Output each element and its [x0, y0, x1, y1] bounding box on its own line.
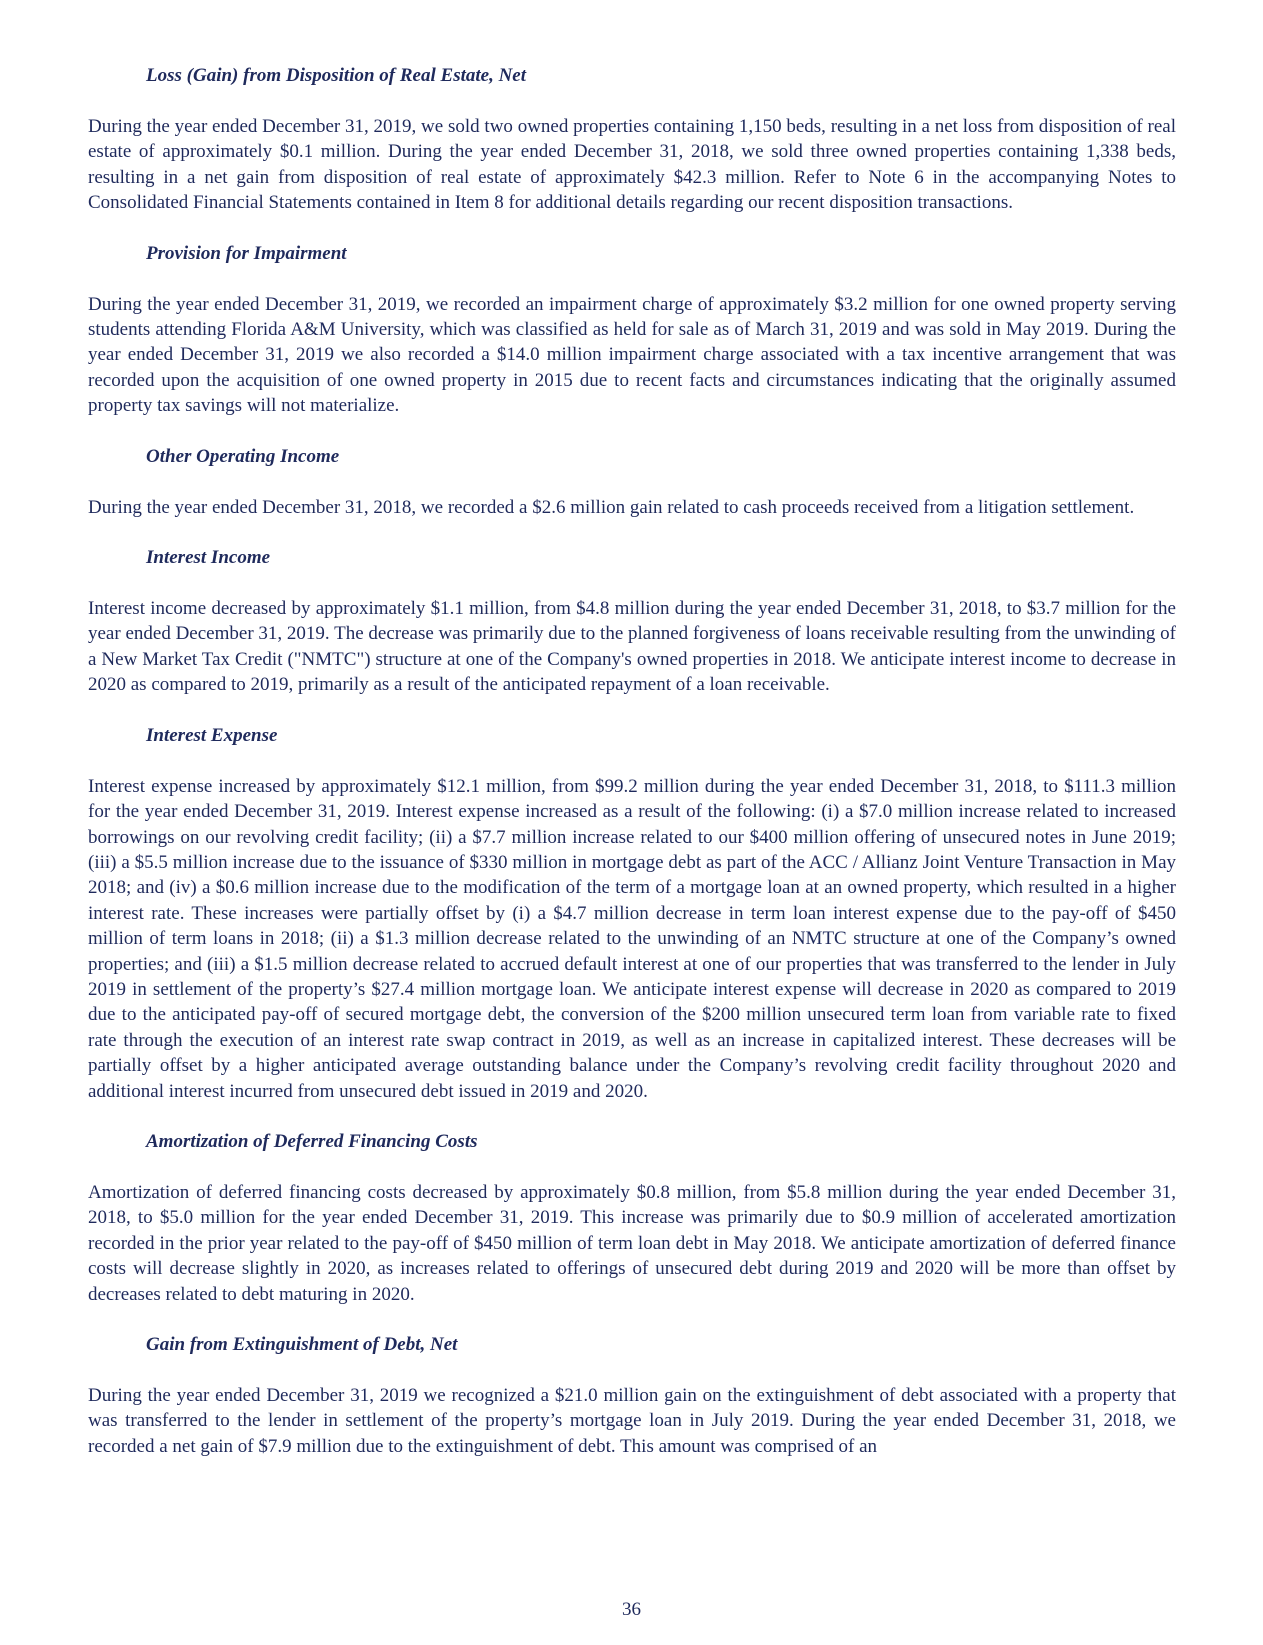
- section-body-interest-expense: Interest expense increased by approximately $12.1 million, from $99.2 million during the year ended December 31, 2018, to $111.3 million for the year ended December 31, 2019. Interest expense increased as a result of the following: (i) a $7.0 million increase related to increased borrowings on our revolving credit facility; (ii) a $7.7 million increase related to our $400 million offering of unsecured notes in June 2019; (iii) a $5.5 million increase due to the issuance of $330 million in mortgage debt as part of the ACC / Allianz Joint Venture Transaction in May 2018; and (iv) a $0.6 million increase due to the modification of the term of a mortgage loan at an owned property, which resulted in a higher interest rate. These increases were partially offset by (i) a $4.7 million decrease in term loan interest expense due to the pay-off of $450 million of term loans in 2018; (ii) a $1.3 million decrease related to the unwinding of an NMTC structure at one of the Company’s owned properties; and (iii) a $1.5 million decrease related to accrued default interest at one of our properties that was transferred to the lender in July 2019 in settlement of the property’s $27.4 million mortgage loan. We anticipate interest expense will decrease in 2020 as compared to 2019 due to the anticipated pay-off of secured mortgage debt, the conversion of the $200 million unsecured term loan from variable rate to fixed rate through the execution of an interest rate swap contract in 2019, as well as an increase in capitalized interest. These decreases will be partially offset by a higher anticipated average outstanding balance under the Company’s revolving credit facility throughout 2020 and additional interest incurred from unsecured debt issued in 2019 and 2020.: [88, 775, 1176, 1102]
- section-heading-extinguishment: Gain from Extinguishment of Debt, Net: [146, 1334, 458, 1355]
- section-heading-amortization: Amortization of Deferred Financing Costs: [146, 1130, 478, 1152]
- document-page: [88, 64, 1176, 1485]
- section-heading-impairment: Provision for Impairment: [146, 242, 347, 264]
- section-heading-interest-income: Interest Income: [146, 547, 271, 569]
- section-body-amortization: Amortization of deferred financing costs decreased by approximately $0.8 million, from $5.8 million during the year ended December 31, 2018, to $5.0 million for the year ended December 31, 2019. This increase was primarily due to $0.9 million of accelerated amortization recorded in the prior year related to the pay-off of $450 million of term loan debt in May 2018. We anticipate amortization of deferred finance costs will decrease slightly in 2020, as increases related to offerings of unsecured debt during 2019 and 2020 will be more than offset by decreases related to debt maturing in 2020.: [88, 1181, 1176, 1305]
- section-heading-other-operating-income: Other Operating Income: [146, 445, 340, 467]
- page-number: 36: [622, 1599, 641, 1620]
- section-body-impairment: During the year ended December 31, 2019, we recorded an impairment charge of approximately $3.2 million for one owned property serving students attending Florida A&M University, which was classified as held for sale as of March 31, 2019 and was sold in May 2019. During the year ended December 31, 2019 we also recorded a $14.0 million impairment charge associated with a tax incentive arrangement that was recorded upon the acquisition of one owned property in 2015 due to recent facts and circumstances indicating that the originally assumed property tax savings will not materialize.: [88, 293, 1176, 417]
- section-body-disposition: During the year ended December 31, 2019, we sold two owned properties containing 1,150 beds, resulting in a net loss from disposition of real estate of approximately $0.1 million. During the year ended December 31, 2018, we sold three owned properties containing 1,338 beds, resulting in a net gain from disposition of real estate of approximately $42.3 million. Refer to Note 6 in the accompanying Notes to Consolidated Financial Statements contained in Item 8 for additional details regarding our recent disposition transactions.: [88, 116, 1176, 214]
- section-heading-disposition: Loss (Gain) from Disposition of Real Estate, Net: [146, 65, 527, 86]
- section-body-other-operating-income: During the year ended December 31, 2018, we recorded a $2.6 million gain related to cash proceeds received from a litigation settlement.: [88, 496, 1135, 518]
- section-body-extinguishment: During the year ended December 31, 2019 we recognized a $21.0 million gain on the extinguishment of debt associated with a property that was transferred to the lender in settlement of the property’s mortgage loan in July 2019. During the year ended December 31, 2018, we recorded a net gain of $7.9 million due to the extinguishment of debt. This amount was comprised of an: [88, 1385, 1176, 1457]
- section-heading-interest-expense: Interest Expense: [146, 724, 278, 746]
- section-body-interest-income: Interest income decreased by approximately $1.1 million, from $4.8 million during the year ended December 31, 2018, to $3.7 million for the year ended December 31, 2019. The decrease was primarily due to the planned forgiveness of loans receivable resulting from the unwinding of a New Market Tax Credit ("NMTC") structure at one of the Company's owned properties in 2018. We anticipate interest income to decrease in 2020 as compared to 2019, primarily as a result of the anticipated repayment of a loan receivable.: [88, 598, 1176, 696]
